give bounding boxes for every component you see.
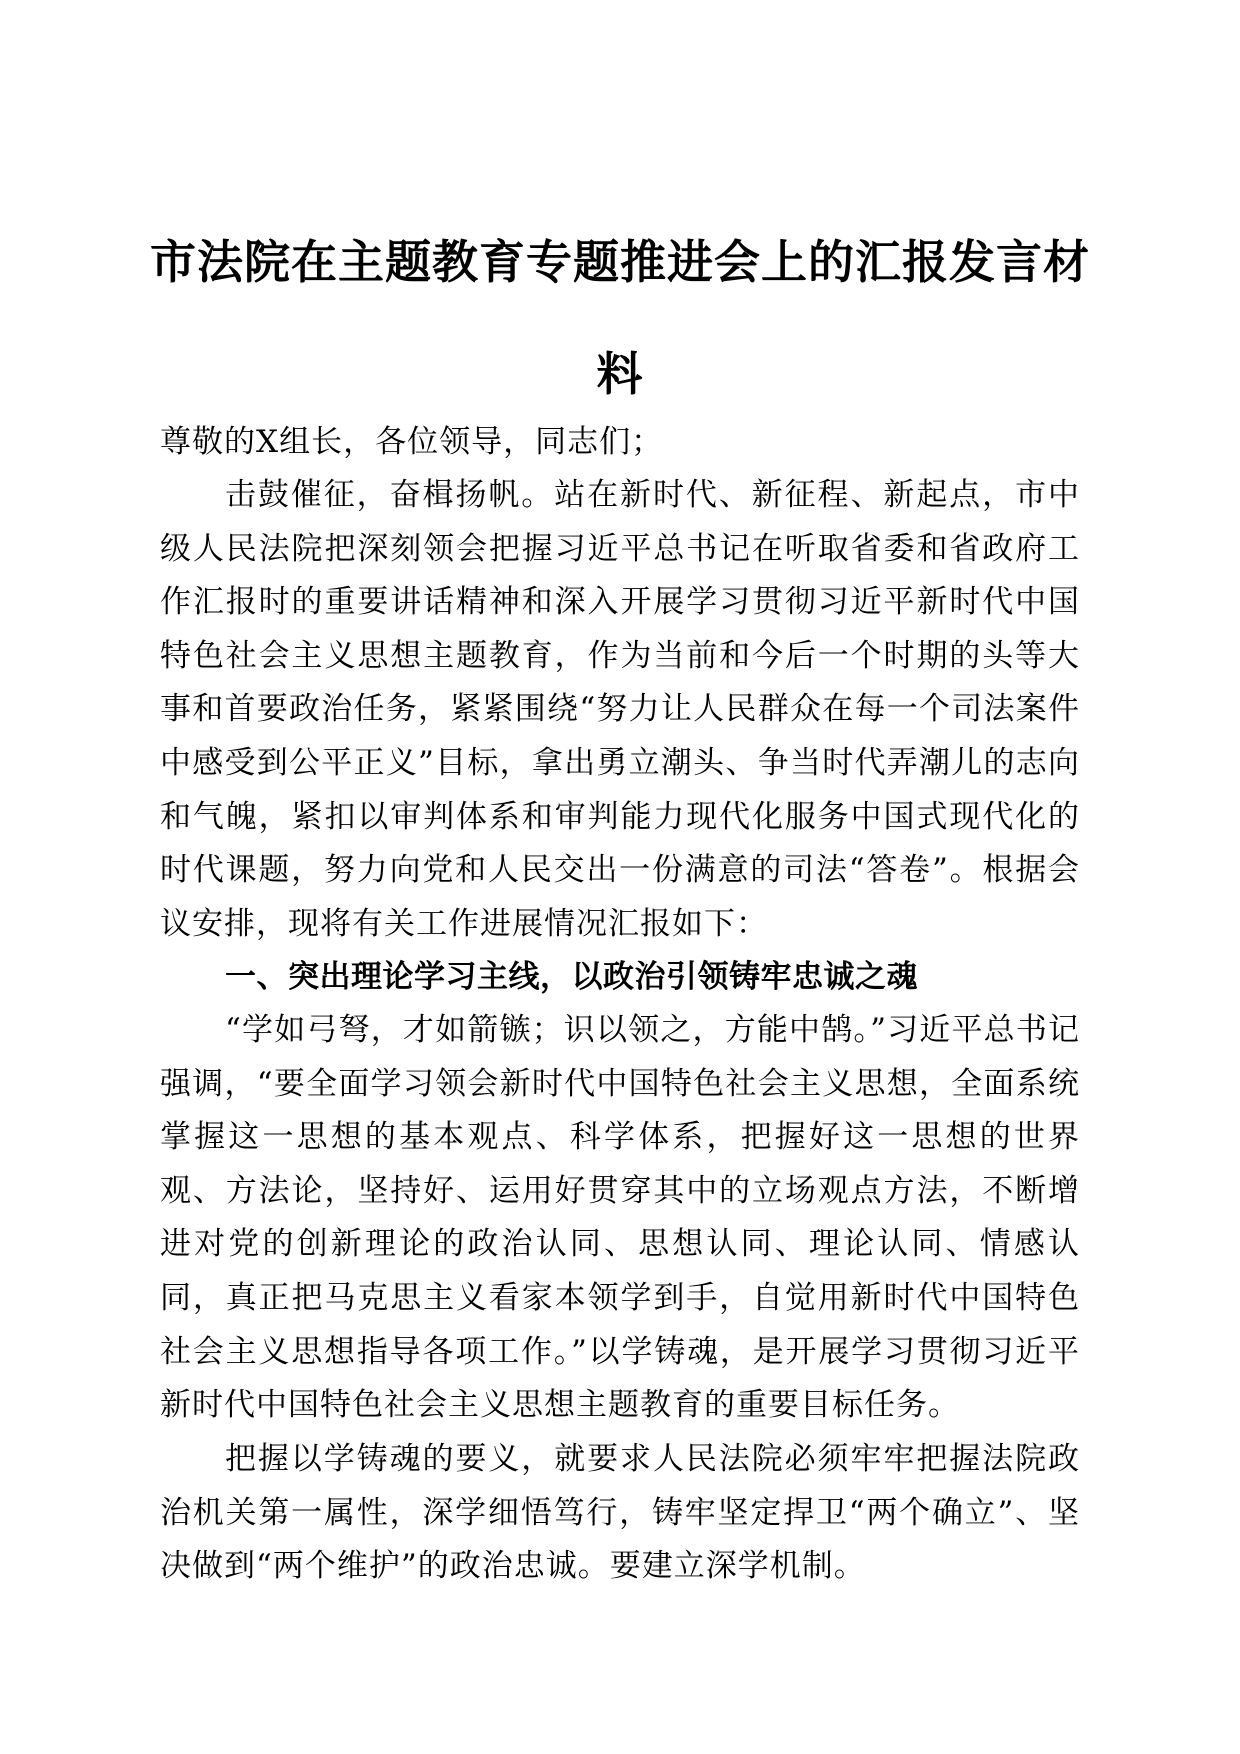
paragraph-mechanism: 把握以学铸魂的要义，就要求人民法院必须牢牢把握法院政治机关第一属性，深学细悟笃行，铸牢坚定捍卫“两个确立”、坚决做到“两个维护”的政治忠诚。要建立深学机制。 <box>160 1441 1080 1585</box>
document-title-line-1: 市法院在主题教育专题推进会上的汇报发言材 <box>150 235 1090 289</box>
document-title-line-2: 料 <box>596 347 644 401</box>
paragraph-quote: “学如弓弩，才如箭镞；识以领之，方能中鹄。”习近平总书记强调，“要全面学习领会新时代中国特色社会主义思想，全面系统掌握这一思想的基本观点、科学体系，把握好这一思想的世界观、方法论，坚持好、运用好贯穿其中的立场观点方法，不断增进对党的创新理论的政治认同、思想认同、理论认同、情感认同，真正把马克思主义看家本领学到手，自觉用新时代中国特色社会主义思想指导各项工作。”以学铸魂，是开展学习贯彻习近平新时代中国特色社会主义思想主题教育的重要目标任务。 <box>160 1012 1080 1424</box>
salutation: 尊敬的X组长，各位领导，同志们； <box>160 424 664 460</box>
paragraph-intro: 击鼓催征，奋楫扬帆。站在新时代、新征程、新起点，市中级人民法院把深刻领会把握习近平总书记在听取省委和省政府工作汇报时的重要讲话精神和深入开展学习贯彻习近平新时代中国特色社会主义思想主题教育，作为当前和今后一个时期的头等大事和首要政治任务，紧紧围绕“努力让人民群众在每一个司法案件中感受到公平正义”目标，拿出勇立潮头、争当时代弄潮儿的志向和气魄，紧扣以审判体系和审判能力现代化服务中国式现代化的时代课题，努力向党和人民交出一份满意的司法“答卷”。根据会议安排，现将有关工作进展情况汇报如下： <box>160 477 1080 942</box>
section-heading-1: 一、突出理论学习主线，以政治引领铸牢忠诚之魂 <box>225 959 918 995</box>
